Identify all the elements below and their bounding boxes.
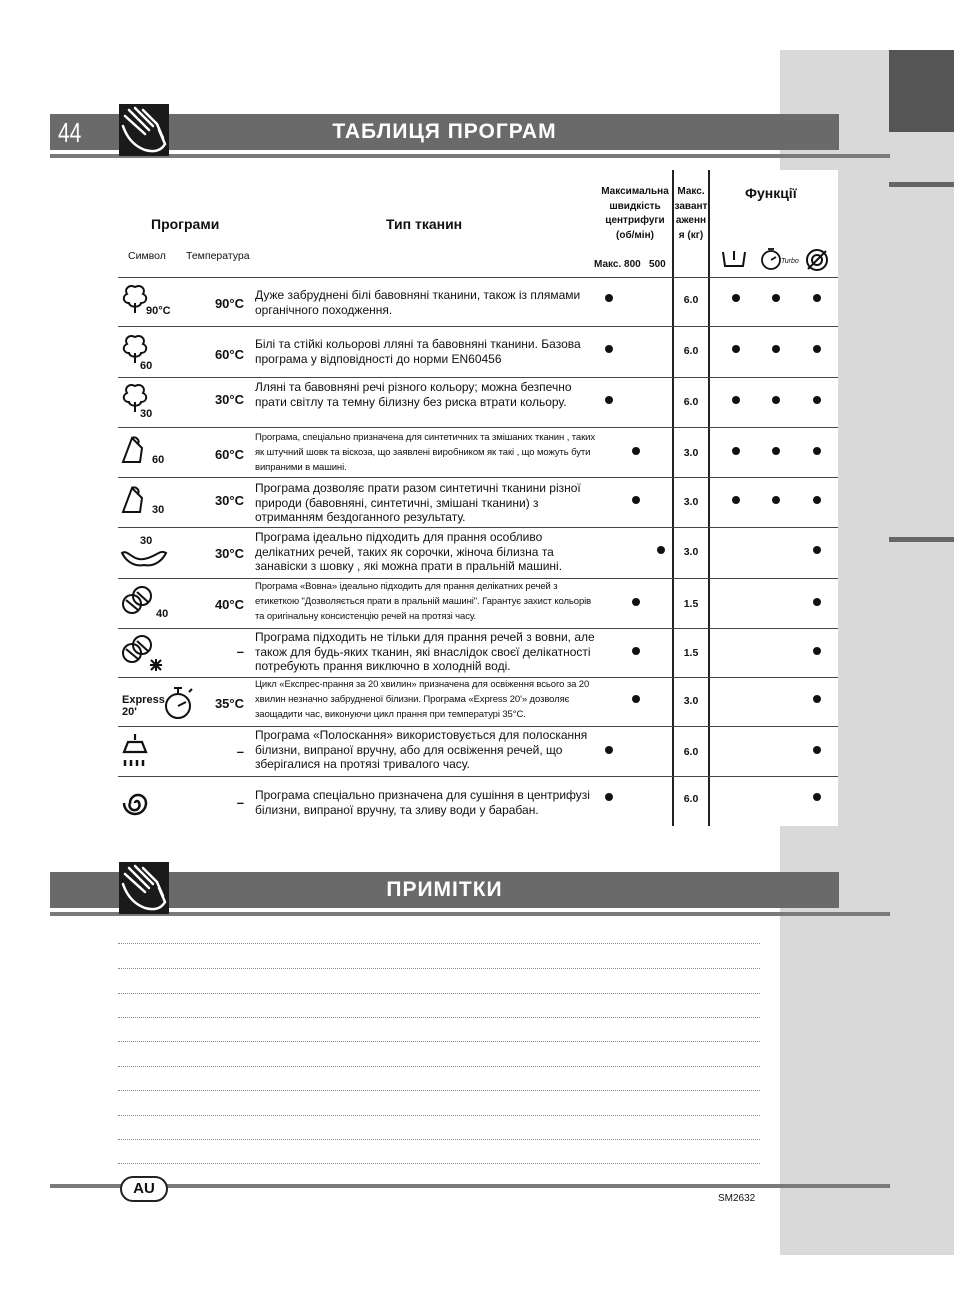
function-dot xyxy=(813,345,821,353)
notes-line xyxy=(118,1017,760,1018)
function-dot xyxy=(813,496,821,504)
turbo-label: Turbo xyxy=(781,258,799,265)
load-value: 3.0 xyxy=(683,695,699,707)
side-line xyxy=(889,182,954,187)
fabric-desc: Програма «Вовна» ідеально підходить для прання делікатних речей з етикеткою "Дозволяється прати в пральній машині". Гарантує захист кольорів та оригінальну консистенцію речей на протязі часу. xyxy=(255,581,592,622)
row-rule xyxy=(118,477,838,478)
notes-line xyxy=(118,1163,760,1164)
function-dot xyxy=(772,294,780,302)
function-dot xyxy=(813,695,821,703)
load-value: 6.0 xyxy=(683,396,699,408)
fabric-desc: Білі та стійкі кольорові лляні та бавовняні тканини. Базова програма у відповідності до норми EN60456 xyxy=(255,337,581,366)
function-dot xyxy=(813,294,821,302)
delicates-30-icon: 30 xyxy=(120,533,180,577)
fabric-desc: Програма дозволяє прати разом синтетичні тканини різної природи (бавовняні, синтетичні, змішані тканини) з отриманням бездоганного результату. xyxy=(255,481,581,524)
temp-value: – xyxy=(236,644,244,659)
express-20-icon: Express 20' xyxy=(120,680,200,724)
spin-dot xyxy=(632,496,640,504)
fabric-desc: Програма ідеально підходить для прання особливо делікатних речей, таких як сорочки, жіноча білизна та занавіски з шовку , які можна прати в пральній машині. xyxy=(255,530,563,573)
col-fabric: Тип тканин xyxy=(386,216,463,232)
function-dot xyxy=(772,396,780,404)
col-divider xyxy=(708,170,710,826)
notes-line xyxy=(118,943,760,944)
row-rule xyxy=(118,377,838,378)
load-value: 3.0 xyxy=(683,447,699,459)
load-value: 6.0 xyxy=(683,345,699,357)
function-dot xyxy=(813,546,821,554)
load-value: 6.0 xyxy=(683,294,699,306)
col-programs: Програми xyxy=(151,216,220,232)
temp-value: 30°C xyxy=(214,392,244,407)
row-rule xyxy=(118,427,838,428)
no-spin-icon xyxy=(805,248,829,277)
spin-dot xyxy=(605,396,613,404)
load-value: 6.0 xyxy=(683,746,699,758)
function-dot xyxy=(732,294,740,302)
fabric-desc: Програма спеціально призначена для сушіння в центрифузі білизни, випраної вручну, та зливу води у барабан. xyxy=(255,788,590,817)
synthetic-30-icon: 30 xyxy=(120,484,180,528)
fabric-desc: Лляні та бавовняні речі різного кольору; можна безпечно прати світлу та темну білизну без риска втрати кольору. xyxy=(255,380,572,409)
hand-icon xyxy=(119,104,169,156)
country-badge: AU xyxy=(120,1176,168,1202)
fabric-desc: Програма, спеціально призначена для синтетичних та змішаних тканин , таких як штучний шовк та віскоза, що заявлені виробником як такі , що можуть бути випраними в машині. xyxy=(255,432,596,473)
col-temperature: Температура xyxy=(186,250,250,262)
wool-40-icon: 40 xyxy=(120,584,180,628)
col-symbol: Символ xyxy=(128,250,166,262)
document-code: SM2632 xyxy=(718,1193,756,1204)
function-dot xyxy=(772,496,780,504)
temp-value: – xyxy=(236,744,244,759)
temp-value: 35°C xyxy=(214,696,244,711)
rinse-icon xyxy=(120,732,180,776)
spin-dot xyxy=(657,546,665,554)
function-dot xyxy=(813,793,821,801)
temp-value: 40°C xyxy=(214,597,244,612)
temp-value: 30°C xyxy=(214,493,244,508)
hand-icon xyxy=(119,862,169,914)
side-tab xyxy=(889,50,954,132)
function-dot xyxy=(772,447,780,455)
notes-line xyxy=(118,1066,760,1067)
cotton-30-icon: 30 xyxy=(120,382,180,426)
page-title: ТАБЛИЦЯ ПРОГРАМ xyxy=(332,120,557,143)
spin-dot xyxy=(632,647,640,655)
spin-dot xyxy=(632,447,640,455)
notes-line xyxy=(118,1115,760,1116)
cotton-60-icon: 60 xyxy=(120,333,180,377)
fabric-desc: Дуже забруднені білі бавовняні тканини, також із плямами органічного походження. xyxy=(255,288,581,317)
function-dot xyxy=(732,447,740,455)
notes-title: ПРИМІТКИ xyxy=(386,878,503,901)
function-dot xyxy=(813,746,821,754)
temp-value: 90°C xyxy=(214,296,244,311)
row-rule xyxy=(118,277,838,278)
function-dot xyxy=(772,345,780,353)
function-dot xyxy=(813,447,821,455)
row-rule xyxy=(118,726,838,727)
fabric-desc: Програма «Полоскання» використовується для полоскання білизни, випраної вручну, або для освіження речей, що зберігалися на протязі тривалого часу. xyxy=(255,728,588,771)
col-load: Макс. завант аженн я (кг) xyxy=(674,186,708,241)
row-rule xyxy=(118,776,838,777)
fabric-desc: Цикл «Експрес-прання за 20 хвилин» призначена для освіження всього за 20 хвилин незначно забрудненої білизни. Програма «Express 20'» дозволяє заощадити час, виконуючи цикл прання при температурі 35°С. xyxy=(255,679,590,720)
spin-dot xyxy=(632,695,640,703)
col-functions: Функції xyxy=(745,185,797,201)
col-speed: Максимальна швидкість центрифуги (об/мін) xyxy=(601,186,669,241)
cold-wash-icon xyxy=(120,633,180,677)
spin-dot xyxy=(605,345,613,353)
prewash-icon xyxy=(721,248,747,275)
side-line xyxy=(889,537,954,542)
load-value: 1.5 xyxy=(683,598,699,610)
notes-line xyxy=(118,993,760,994)
row-rule xyxy=(118,326,838,327)
notes-line xyxy=(118,1041,760,1042)
synthetic-60-icon: 60 xyxy=(120,434,180,478)
row-rule xyxy=(118,527,838,528)
function-dot xyxy=(813,598,821,606)
temp-value: 60°C xyxy=(214,447,244,462)
function-dot xyxy=(813,647,821,655)
spin-dot xyxy=(605,746,613,754)
notes-line xyxy=(118,1139,760,1140)
load-value: 3.0 xyxy=(683,496,699,508)
col-speed-values: Макс. 800 500 xyxy=(594,259,666,270)
notes-line xyxy=(118,1090,760,1091)
function-dot xyxy=(732,396,740,404)
load-value: 6.0 xyxy=(683,793,699,805)
header-rule xyxy=(50,912,890,916)
spin-dot xyxy=(632,598,640,606)
temp-value: 30°C xyxy=(214,546,244,561)
header-rule xyxy=(50,154,890,158)
load-value: 1.5 xyxy=(683,647,699,659)
page-number: 44 xyxy=(58,117,82,148)
function-dot xyxy=(813,396,821,404)
function-dot xyxy=(732,496,740,504)
function-dot xyxy=(732,345,740,353)
cotton-90-icon: 90°C xyxy=(120,283,180,327)
spin-icon xyxy=(120,786,180,830)
footer-rule xyxy=(50,1184,890,1188)
spin-dot xyxy=(605,793,613,801)
spin-dot xyxy=(605,294,613,302)
load-value: 3.0 xyxy=(683,546,699,558)
temp-value: – xyxy=(236,795,244,810)
notes-line xyxy=(118,968,760,969)
row-rule xyxy=(118,628,838,629)
temp-value: 60°C xyxy=(214,347,244,362)
fabric-desc: Програма підходить не тільки для прання речей з вовни, але також для будь-яких тканин, які внаслідок своєї делікатності потребують прання виключно в холодній воді. xyxy=(255,630,595,673)
